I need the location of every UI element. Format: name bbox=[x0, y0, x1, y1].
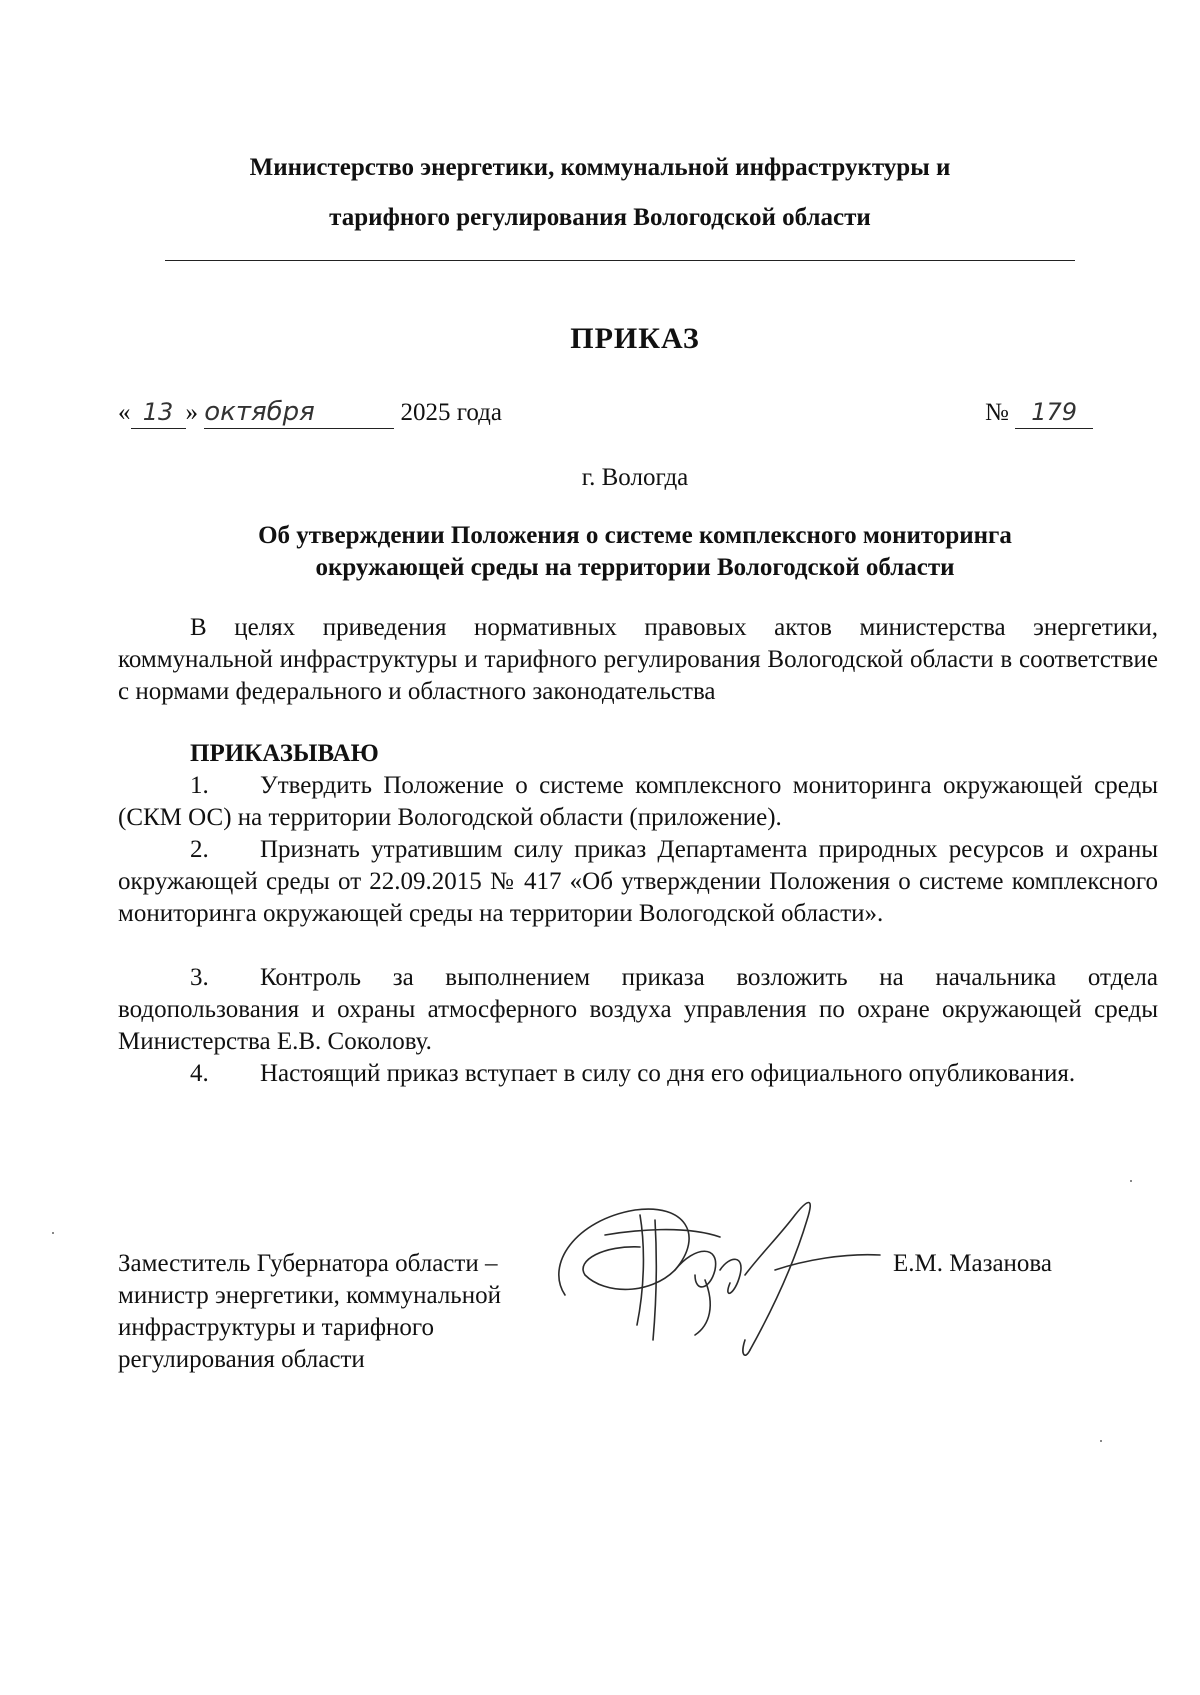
position-line3: инфраструктуры и тарифного bbox=[118, 1314, 435, 1341]
number-value: 179 bbox=[1015, 396, 1093, 429]
order-item-2 bbox=[118, 834, 1158, 930]
date-close-quote: » bbox=[185, 399, 198, 426]
order-item-text: Признать утратившим силу приказ Департамента природных ресурсов и охраны окружающей среды от 22.09.2015 № 417 «Об утверждении Положения о системе комплексного мониторинга окружающей среды на территории Вологодской области». bbox=[118, 836, 1158, 927]
number-label: № bbox=[985, 399, 1009, 426]
order-word: ПРИКАЗЫВАЮ bbox=[190, 740, 379, 767]
document-number bbox=[985, 396, 1125, 429]
order-item-number: 4. bbox=[190, 1060, 209, 1087]
scan-speck bbox=[52, 1232, 54, 1234]
order-item-text: Контроль за выполнением приказа возложить на начальника отдела водопользования и охраны атмосферного воздуха управления по охране окружающей среды Министерства Е.В. Соколову. bbox=[118, 964, 1158, 1055]
document-place: г. Вологда bbox=[581, 464, 689, 491]
date-open-quote: « bbox=[118, 399, 131, 426]
order-item-number: 2. bbox=[190, 836, 209, 863]
order-item-3 bbox=[118, 962, 1158, 1058]
subject-line1: Об утверждении Положения о системе комплексного мониторинга bbox=[258, 522, 1012, 549]
scan-speck bbox=[1100, 1440, 1102, 1442]
header-divider bbox=[165, 260, 1075, 261]
preamble-paragraph: В целях приведения нормативных правовых актов министерства энергетики, коммунальной инфраструктуры и тарифного регулирования Вологодской области в соответствие с нормами федерального и областного законодательства bbox=[118, 614, 1158, 705]
order-item-number: 3. bbox=[190, 964, 209, 991]
date-month: октября bbox=[204, 396, 394, 429]
order-item-1 bbox=[118, 770, 1158, 834]
order-item-text: Утвердить Положение о системе комплексного мониторинга окружающей среды (СКМ ОС) на территории Вологодской области (приложение). bbox=[118, 772, 1158, 831]
handwritten-signature-icon bbox=[545, 1175, 905, 1365]
org-name-line2: тарифного регулирования Вологодской области bbox=[329, 204, 871, 231]
document-title: ПРИКАЗ bbox=[570, 322, 700, 355]
document-subject bbox=[160, 520, 1110, 584]
order-item-number: 1. bbox=[190, 772, 209, 799]
signatory-position bbox=[118, 1248, 578, 1376]
order-item-text: Настоящий приказ вступает в силу со дня его официального опубликования. bbox=[260, 1060, 1076, 1087]
date-year: 2025 года bbox=[400, 399, 502, 426]
position-line2: министр энергетики, коммунальной bbox=[118, 1282, 501, 1309]
document-date bbox=[118, 396, 718, 429]
subject-line2: окружающей среды на территории Вологодской области bbox=[315, 554, 955, 581]
position-line4: регулирования области bbox=[118, 1346, 365, 1373]
org-name-line1: Министерство энергетики, коммунальной инфраструктуры и bbox=[249, 154, 951, 181]
date-day: 13 bbox=[131, 396, 186, 429]
order-item-4 bbox=[118, 1058, 1158, 1090]
position-line1: Заместитель Губернатора области – bbox=[118, 1250, 498, 1277]
scan-speck bbox=[1130, 1180, 1132, 1182]
signatory-name: Е.М. Мазанова bbox=[893, 1250, 1052, 1277]
